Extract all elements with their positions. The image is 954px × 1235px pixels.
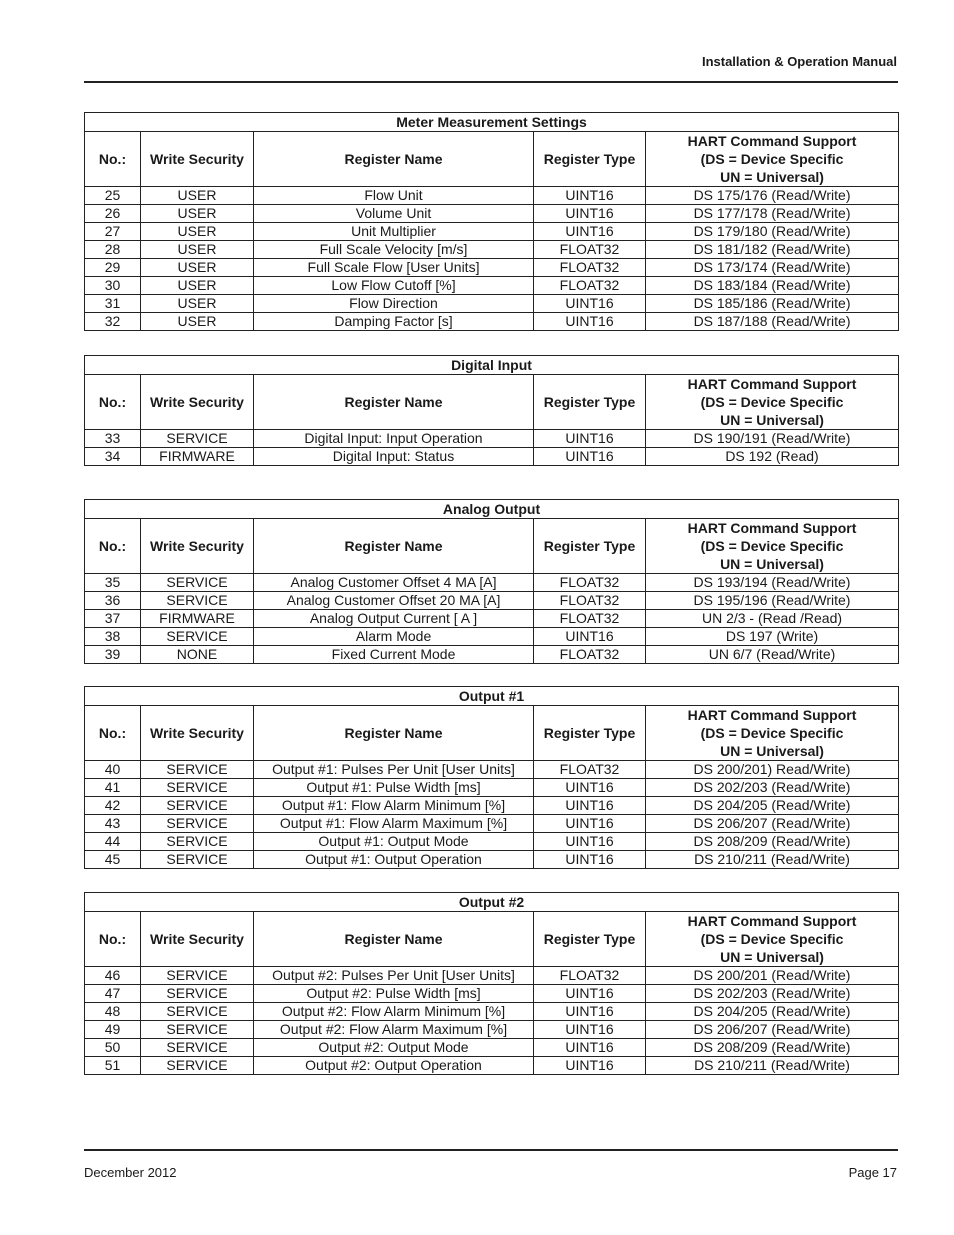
write-security-cell: USER — [141, 241, 254, 259]
register-type-cell: UINT16 — [534, 985, 646, 1003]
table-row — [85, 313, 899, 331]
register-type-cell: FLOAT32 — [534, 646, 646, 664]
hart-header-line: UN = Universal) — [720, 412, 824, 428]
register-type-cell: UINT16 — [534, 815, 646, 833]
hart-command-cell: DS 197 (Write) — [646, 628, 899, 646]
register-name-cell: Flow Unit — [254, 187, 534, 205]
register-table — [84, 112, 899, 331]
register-type-cell: FLOAT32 — [534, 610, 646, 628]
hart-command-cell: DS 183/184 (Read/Write) — [646, 277, 899, 295]
hart-header-line: (DS = Device Specific — [700, 394, 844, 410]
write-security-cell: USER — [141, 295, 254, 313]
table-row — [85, 430, 899, 448]
register-number-cell: 25 — [85, 187, 141, 205]
column-header-register-type: Register Type — [534, 132, 646, 187]
register-number-cell: 48 — [85, 1003, 141, 1021]
register-name-cell: Output #2: Flow Alarm Maximum [%] — [254, 1021, 534, 1039]
table-row — [85, 1021, 899, 1039]
register-number-cell: 36 — [85, 592, 141, 610]
register-type-cell: FLOAT32 — [534, 241, 646, 259]
register-type-cell: UINT16 — [534, 1039, 646, 1057]
table-row — [85, 628, 899, 646]
register-number-cell: 51 — [85, 1057, 141, 1075]
table-row — [85, 1057, 899, 1075]
column-header-write-security: Write Security — [141, 519, 254, 574]
register-number-cell: 26 — [85, 205, 141, 223]
column-header-write-security: Write Security — [141, 375, 254, 430]
register-number-cell: 43 — [85, 815, 141, 833]
register-name-cell: Output #2: Output Operation — [254, 1057, 534, 1075]
hart-header-line: UN = Universal) — [720, 743, 824, 759]
column-header-no: No.: — [85, 132, 141, 187]
register-name-cell: Output #1: Flow Alarm Maximum [%] — [254, 815, 534, 833]
register-number-cell: 42 — [85, 797, 141, 815]
column-header-no: No.: — [85, 519, 141, 574]
write-security-cell: SERVICE — [141, 628, 254, 646]
hart-header-line: (DS = Device Specific — [700, 931, 844, 947]
hart-command-cell: DS 175/176 (Read/Write) — [646, 187, 899, 205]
register-type-cell: UINT16 — [534, 628, 646, 646]
hart-command-cell: DS 190/191 (Read/Write) — [646, 430, 899, 448]
write-security-cell: SERVICE — [141, 761, 254, 779]
register-name-cell: Alarm Mode — [254, 628, 534, 646]
write-security-cell: NONE — [141, 646, 254, 664]
write-security-cell: SERVICE — [141, 1003, 254, 1021]
register-type-cell: UINT16 — [534, 1003, 646, 1021]
table-row — [85, 985, 899, 1003]
header-divider — [84, 81, 898, 83]
register-table — [84, 499, 899, 664]
hart-header-line: HART Command Support — [687, 913, 857, 929]
table-row — [85, 592, 899, 610]
table-row — [85, 815, 899, 833]
register-number-cell: 50 — [85, 1039, 141, 1057]
register-number-cell: 40 — [85, 761, 141, 779]
write-security-cell: SERVICE — [141, 967, 254, 985]
hart-command-cell: UN 2/3 - (Read /Read) — [646, 610, 899, 628]
hart-header-line: UN = Universal) — [720, 169, 824, 185]
write-security-cell: USER — [141, 313, 254, 331]
register-name-cell: Output #1: Pulses Per Unit [User Units] — [254, 761, 534, 779]
register-name-cell: Analog Customer Offset 20 MA [A] — [254, 592, 534, 610]
column-header-register-name: Register Name — [254, 519, 534, 574]
hart-command-cell: DS 200/201 (Read/Write) — [646, 967, 899, 985]
page-number: Page 17 — [848, 1165, 897, 1180]
column-header-register-type: Register Type — [534, 706, 646, 761]
register-name-cell: Output #1: Flow Alarm Minimum [%] — [254, 797, 534, 815]
hart-command-cell: DS 210/211 (Read/Write) — [646, 851, 899, 869]
hart-command-cell: DS 210/211 (Read/Write) — [646, 1057, 899, 1075]
register-name-cell: Output #2: Output Mode — [254, 1039, 534, 1057]
register-number-cell: 35 — [85, 574, 141, 592]
register-type-cell: UINT16 — [534, 223, 646, 241]
write-security-cell: SERVICE — [141, 1057, 254, 1075]
register-type-cell: UINT16 — [534, 1021, 646, 1039]
register-number-cell: 30 — [85, 277, 141, 295]
register-name-cell: Output #1: Output Operation — [254, 851, 534, 869]
register-name-cell: Analog Customer Offset 4 MA [A] — [254, 574, 534, 592]
register-type-cell: UINT16 — [534, 313, 646, 331]
write-security-cell: FIRMWARE — [141, 448, 254, 466]
register-number-cell: 49 — [85, 1021, 141, 1039]
column-header-register-name: Register Name — [254, 706, 534, 761]
register-name-cell: Damping Factor [s] — [254, 313, 534, 331]
hart-command-cell: DS 179/180 (Read/Write) — [646, 223, 899, 241]
table-row — [85, 797, 899, 815]
hart-header-line: HART Command Support — [687, 376, 857, 392]
table-row — [85, 833, 899, 851]
register-name-cell: Full Scale Velocity [m/s] — [254, 241, 534, 259]
column-header-register-name: Register Name — [254, 375, 534, 430]
register-name-cell: Fixed Current Mode — [254, 646, 534, 664]
hart-header-line: HART Command Support — [687, 133, 857, 149]
register-number-cell: 31 — [85, 295, 141, 313]
table-row — [85, 851, 899, 869]
table-row — [85, 241, 899, 259]
register-number-cell: 41 — [85, 779, 141, 797]
hart-command-cell: DS 200/201) Read/Write) — [646, 761, 899, 779]
register-type-cell: UINT16 — [534, 448, 646, 466]
register-number-cell: 39 — [85, 646, 141, 664]
register-type-cell: FLOAT32 — [534, 259, 646, 277]
column-header-register-type: Register Type — [534, 912, 646, 967]
column-header-write-security: Write Security — [141, 912, 254, 967]
register-number-cell: 46 — [85, 967, 141, 985]
column-header-hart-command-support — [646, 132, 899, 187]
register-table — [84, 686, 899, 869]
table-row — [85, 1039, 899, 1057]
table-row — [85, 187, 899, 205]
hart-header-line: (DS = Device Specific — [700, 538, 844, 554]
register-type-cell: FLOAT32 — [534, 967, 646, 985]
footer-divider — [84, 1149, 898, 1151]
register-name-cell: Analog Output Current [ A ] — [254, 610, 534, 628]
column-header-register-type: Register Type — [534, 519, 646, 574]
register-table — [84, 355, 899, 466]
hart-command-cell: DS 204/205 (Read/Write) — [646, 1003, 899, 1021]
register-name-cell: Digital Input: Input Operation — [254, 430, 534, 448]
register-name-cell: Output #2: Flow Alarm Minimum [%] — [254, 1003, 534, 1021]
hart-command-cell: DS 206/207 (Read/Write) — [646, 815, 899, 833]
hart-command-cell: DS 206/207 (Read/Write) — [646, 1021, 899, 1039]
register-number-cell: 45 — [85, 851, 141, 869]
hart-header-line: HART Command Support — [687, 520, 857, 536]
register-type-cell: FLOAT32 — [534, 574, 646, 592]
table-row — [85, 779, 899, 797]
register-type-cell: UINT16 — [534, 779, 646, 797]
table-title: Meter Measurement Settings — [85, 113, 899, 132]
register-type-cell: FLOAT32 — [534, 592, 646, 610]
table-row — [85, 259, 899, 277]
register-number-cell: 44 — [85, 833, 141, 851]
hart-command-cell: DS 193/194 (Read/Write) — [646, 574, 899, 592]
hart-command-cell: DS 204/205 (Read/Write) — [646, 797, 899, 815]
register-number-cell: 28 — [85, 241, 141, 259]
register-type-cell: UINT16 — [534, 797, 646, 815]
register-type-cell: UINT16 — [534, 295, 646, 313]
column-header-no: No.: — [85, 912, 141, 967]
table-row — [85, 277, 899, 295]
register-name-cell: Output #2: Pulse Width [ms] — [254, 985, 534, 1003]
hart-command-cell: DS 177/178 (Read/Write) — [646, 205, 899, 223]
column-header-hart-command-support — [646, 519, 899, 574]
write-security-cell: SERVICE — [141, 985, 254, 1003]
write-security-cell: USER — [141, 187, 254, 205]
hart-command-cell: DS 195/196 (Read/Write) — [646, 592, 899, 610]
register-type-cell: UINT16 — [534, 851, 646, 869]
register-number-cell: 34 — [85, 448, 141, 466]
hart-header-line: HART Command Support — [687, 707, 857, 723]
hart-header-line: UN = Universal) — [720, 949, 824, 965]
table-row — [85, 295, 899, 313]
footer-date: December 2012 — [84, 1165, 177, 1180]
table-row — [85, 205, 899, 223]
register-table — [84, 892, 899, 1075]
register-name-cell: Digital Input: Status — [254, 448, 534, 466]
hart-command-cell: DS 202/203 (Read/Write) — [646, 779, 899, 797]
register-type-cell: FLOAT32 — [534, 761, 646, 779]
register-type-cell: UINT16 — [534, 205, 646, 223]
write-security-cell: USER — [141, 259, 254, 277]
table-row — [85, 761, 899, 779]
register-number-cell: 32 — [85, 313, 141, 331]
hart-header-line: (DS = Device Specific — [700, 151, 844, 167]
table-title: Output #2 — [85, 893, 899, 912]
register-type-cell: FLOAT32 — [534, 277, 646, 295]
register-name-cell: Full Scale Flow [User Units] — [254, 259, 534, 277]
register-name-cell: Output #1: Output Mode — [254, 833, 534, 851]
write-security-cell: SERVICE — [141, 797, 254, 815]
register-type-cell: UINT16 — [534, 1057, 646, 1075]
hart-command-cell: UN 6/7 (Read/Write) — [646, 646, 899, 664]
register-name-cell: Flow Direction — [254, 295, 534, 313]
register-number-cell: 29 — [85, 259, 141, 277]
write-security-cell: SERVICE — [141, 430, 254, 448]
column-header-hart-command-support — [646, 912, 899, 967]
hart-command-cell: DS 192 (Read) — [646, 448, 899, 466]
write-security-cell: SERVICE — [141, 851, 254, 869]
hart-header-line: (DS = Device Specific — [700, 725, 844, 741]
register-name-cell: Volume Unit — [254, 205, 534, 223]
write-security-cell: FIRMWARE — [141, 610, 254, 628]
register-name-cell: Output #2: Pulses Per Unit [User Units] — [254, 967, 534, 985]
write-security-cell: SERVICE — [141, 592, 254, 610]
table-row — [85, 1003, 899, 1021]
column-header-write-security: Write Security — [141, 132, 254, 187]
hart-header-line: UN = Universal) — [720, 556, 824, 572]
table-row — [85, 646, 899, 664]
hart-command-cell: DS 185/186 (Read/Write) — [646, 295, 899, 313]
write-security-cell: SERVICE — [141, 815, 254, 833]
hart-command-cell: DS 202/203 (Read/Write) — [646, 985, 899, 1003]
hart-command-cell: DS 208/209 (Read/Write) — [646, 833, 899, 851]
column-header-register-name: Register Name — [254, 912, 534, 967]
register-name-cell: Output #1: Pulse Width [ms] — [254, 779, 534, 797]
column-header-register-name: Register Name — [254, 132, 534, 187]
write-security-cell: SERVICE — [141, 833, 254, 851]
register-number-cell: 27 — [85, 223, 141, 241]
column-header-write-security: Write Security — [141, 706, 254, 761]
register-number-cell: 37 — [85, 610, 141, 628]
table-row — [85, 448, 899, 466]
table-row — [85, 223, 899, 241]
document-header-title: Installation & Operation Manual — [701, 54, 897, 69]
table-title: Analog Output — [85, 500, 899, 519]
column-header-no: No.: — [85, 375, 141, 430]
register-type-cell: UINT16 — [534, 430, 646, 448]
column-header-hart-command-support — [646, 706, 899, 761]
hart-command-cell: DS 187/188 (Read/Write) — [646, 313, 899, 331]
write-security-cell: SERVICE — [141, 1039, 254, 1057]
register-name-cell: Unit Multiplier — [254, 223, 534, 241]
hart-command-cell: DS 173/174 (Read/Write) — [646, 259, 899, 277]
hart-command-cell: DS 181/182 (Read/Write) — [646, 241, 899, 259]
table-row — [85, 574, 899, 592]
write-security-cell: USER — [141, 223, 254, 241]
register-number-cell: 47 — [85, 985, 141, 1003]
column-header-register-type: Register Type — [534, 375, 646, 430]
write-security-cell: SERVICE — [141, 574, 254, 592]
column-header-no: No.: — [85, 706, 141, 761]
table-row — [85, 610, 899, 628]
write-security-cell: SERVICE — [141, 1021, 254, 1039]
register-number-cell: 33 — [85, 430, 141, 448]
table-title: Digital Input — [85, 356, 899, 375]
hart-command-cell: DS 208/209 (Read/Write) — [646, 1039, 899, 1057]
table-title: Output #1 — [85, 687, 899, 706]
register-type-cell: UINT16 — [534, 833, 646, 851]
column-header-hart-command-support — [646, 375, 899, 430]
write-security-cell: USER — [141, 277, 254, 295]
write-security-cell: SERVICE — [141, 779, 254, 797]
write-security-cell: USER — [141, 205, 254, 223]
register-type-cell: UINT16 — [534, 187, 646, 205]
register-number-cell: 38 — [85, 628, 141, 646]
table-row — [85, 967, 899, 985]
register-name-cell: Low Flow Cutoff [%] — [254, 277, 534, 295]
